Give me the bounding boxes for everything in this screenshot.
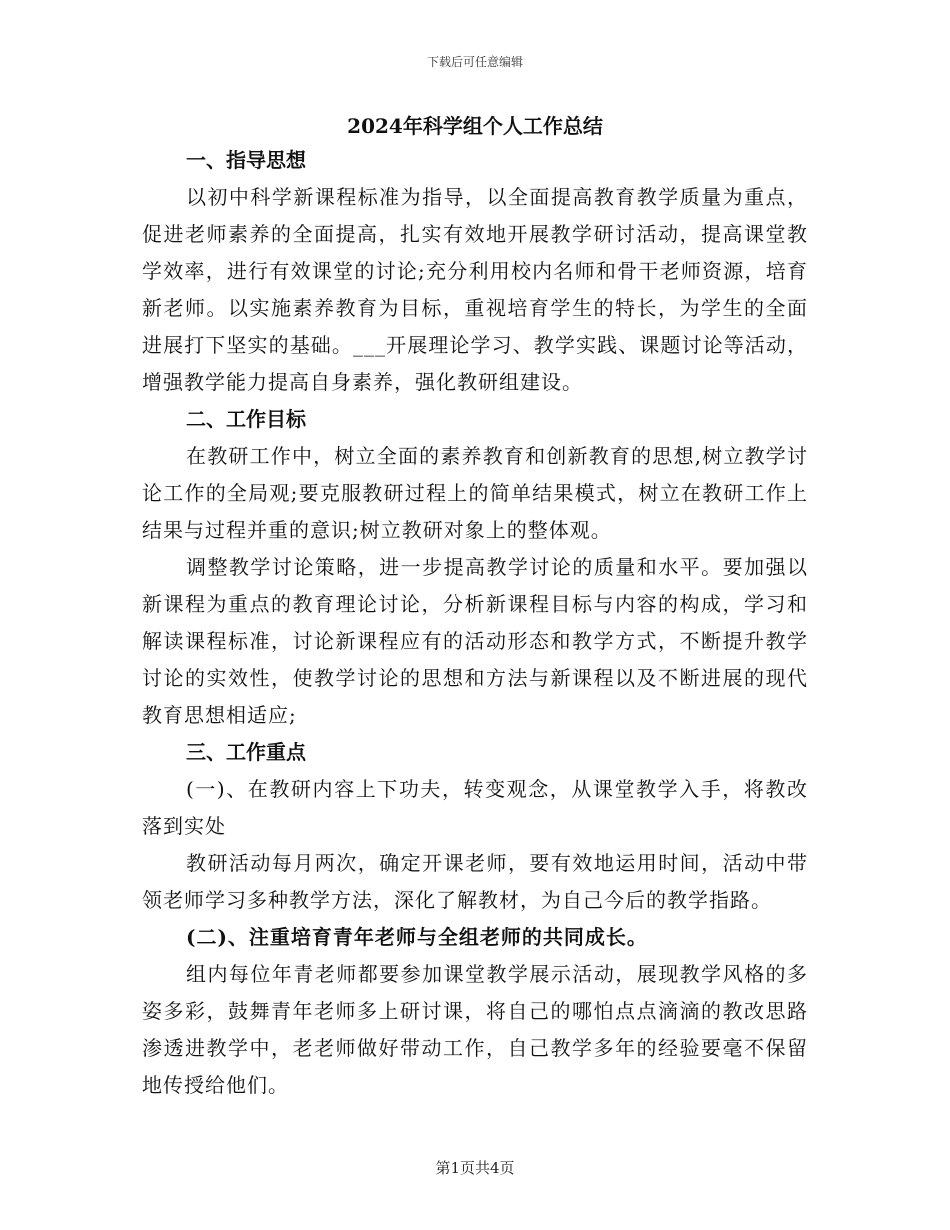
paragraph-focus-item-1-detail: 教研活动每月两次，确定开课老师，要有效地运用时间，活动中带领老师学习多种教学方法，深化了解教材，为自己今后的教学指路。 bbox=[142, 851, 808, 912]
document-title: 2024年科学组个人工作总结 bbox=[347, 114, 603, 138]
paragraph-focus-item-1: (一)、在教研内容上下功夫，转变观念，从课堂教学入手，将教改落到实处 bbox=[142, 777, 808, 838]
paragraph-focus-item-2-detail: 组内每位年青老师都要参加课堂教学展示活动，展现教学风格的多姿多彩，鼓舞青年老师多上研讨课，将自己的哪怕点点滴滴的教改思路渗透进教学中，老老师做好带动工作，自己教学多年的经验要毫不保留地传授给他们。 bbox=[142, 962, 808, 1097]
paragraph-work-goals-1: 在教研工作中，树立全面的素养教育和创新教育的思想,树立教学讨论工作的全局观;要克服教研过程上的简单结果模式，树立在教研工作上结果与过程并重的意识;树立教研对象上的整体观。 bbox=[142, 444, 808, 542]
section-heading-work-goals: 二、工作目标 bbox=[186, 407, 306, 431]
paragraph-guiding-thought: 以初中科学新课程标准为指导，以全面提高教育教学质量为重点，促进老师素养的全面提高，扎实有效地开展教学研讨活动，提高课堂教学效率，进行有效课堂的讨论;充分利用校内名师和骨干老师资源，培育新老师。以实施素养教育为目标，重视培育学生的特长，为学生的全面进展打下坚实的基础。___开展理论学习、教学实践、课题讨论等活动，增强教学能力提高自身素养，强化教研组建设。 bbox=[142, 185, 808, 394]
page-number-footer: 第1页共4页 bbox=[435, 1159, 515, 1177]
paragraph-focus-item-2: (二)、注重培育青年老师与全组老师的共同成长。 bbox=[186, 925, 648, 949]
section-heading-work-focus: 三、工作重点 bbox=[186, 740, 306, 764]
section-heading-guiding-thought: 一、指导思想 bbox=[186, 148, 306, 172]
header-note: 下载后可任意编辑 bbox=[426, 55, 523, 69]
document-body bbox=[142, 112, 808, 1104]
paragraph-work-goals-2: 调整教学讨论策略，进一步提高教学讨论的质量和水平。要加强以新课程为重点的教育理论讨论，分析新课程目标与内容的构成，学习和解读课程标准，讨论新课程应有的活动形态和教学方式，不断提升教学讨论的实效性，使教学讨论的思想和方法与新课程以及不断进展的现代教育思想相适应; bbox=[142, 555, 808, 727]
